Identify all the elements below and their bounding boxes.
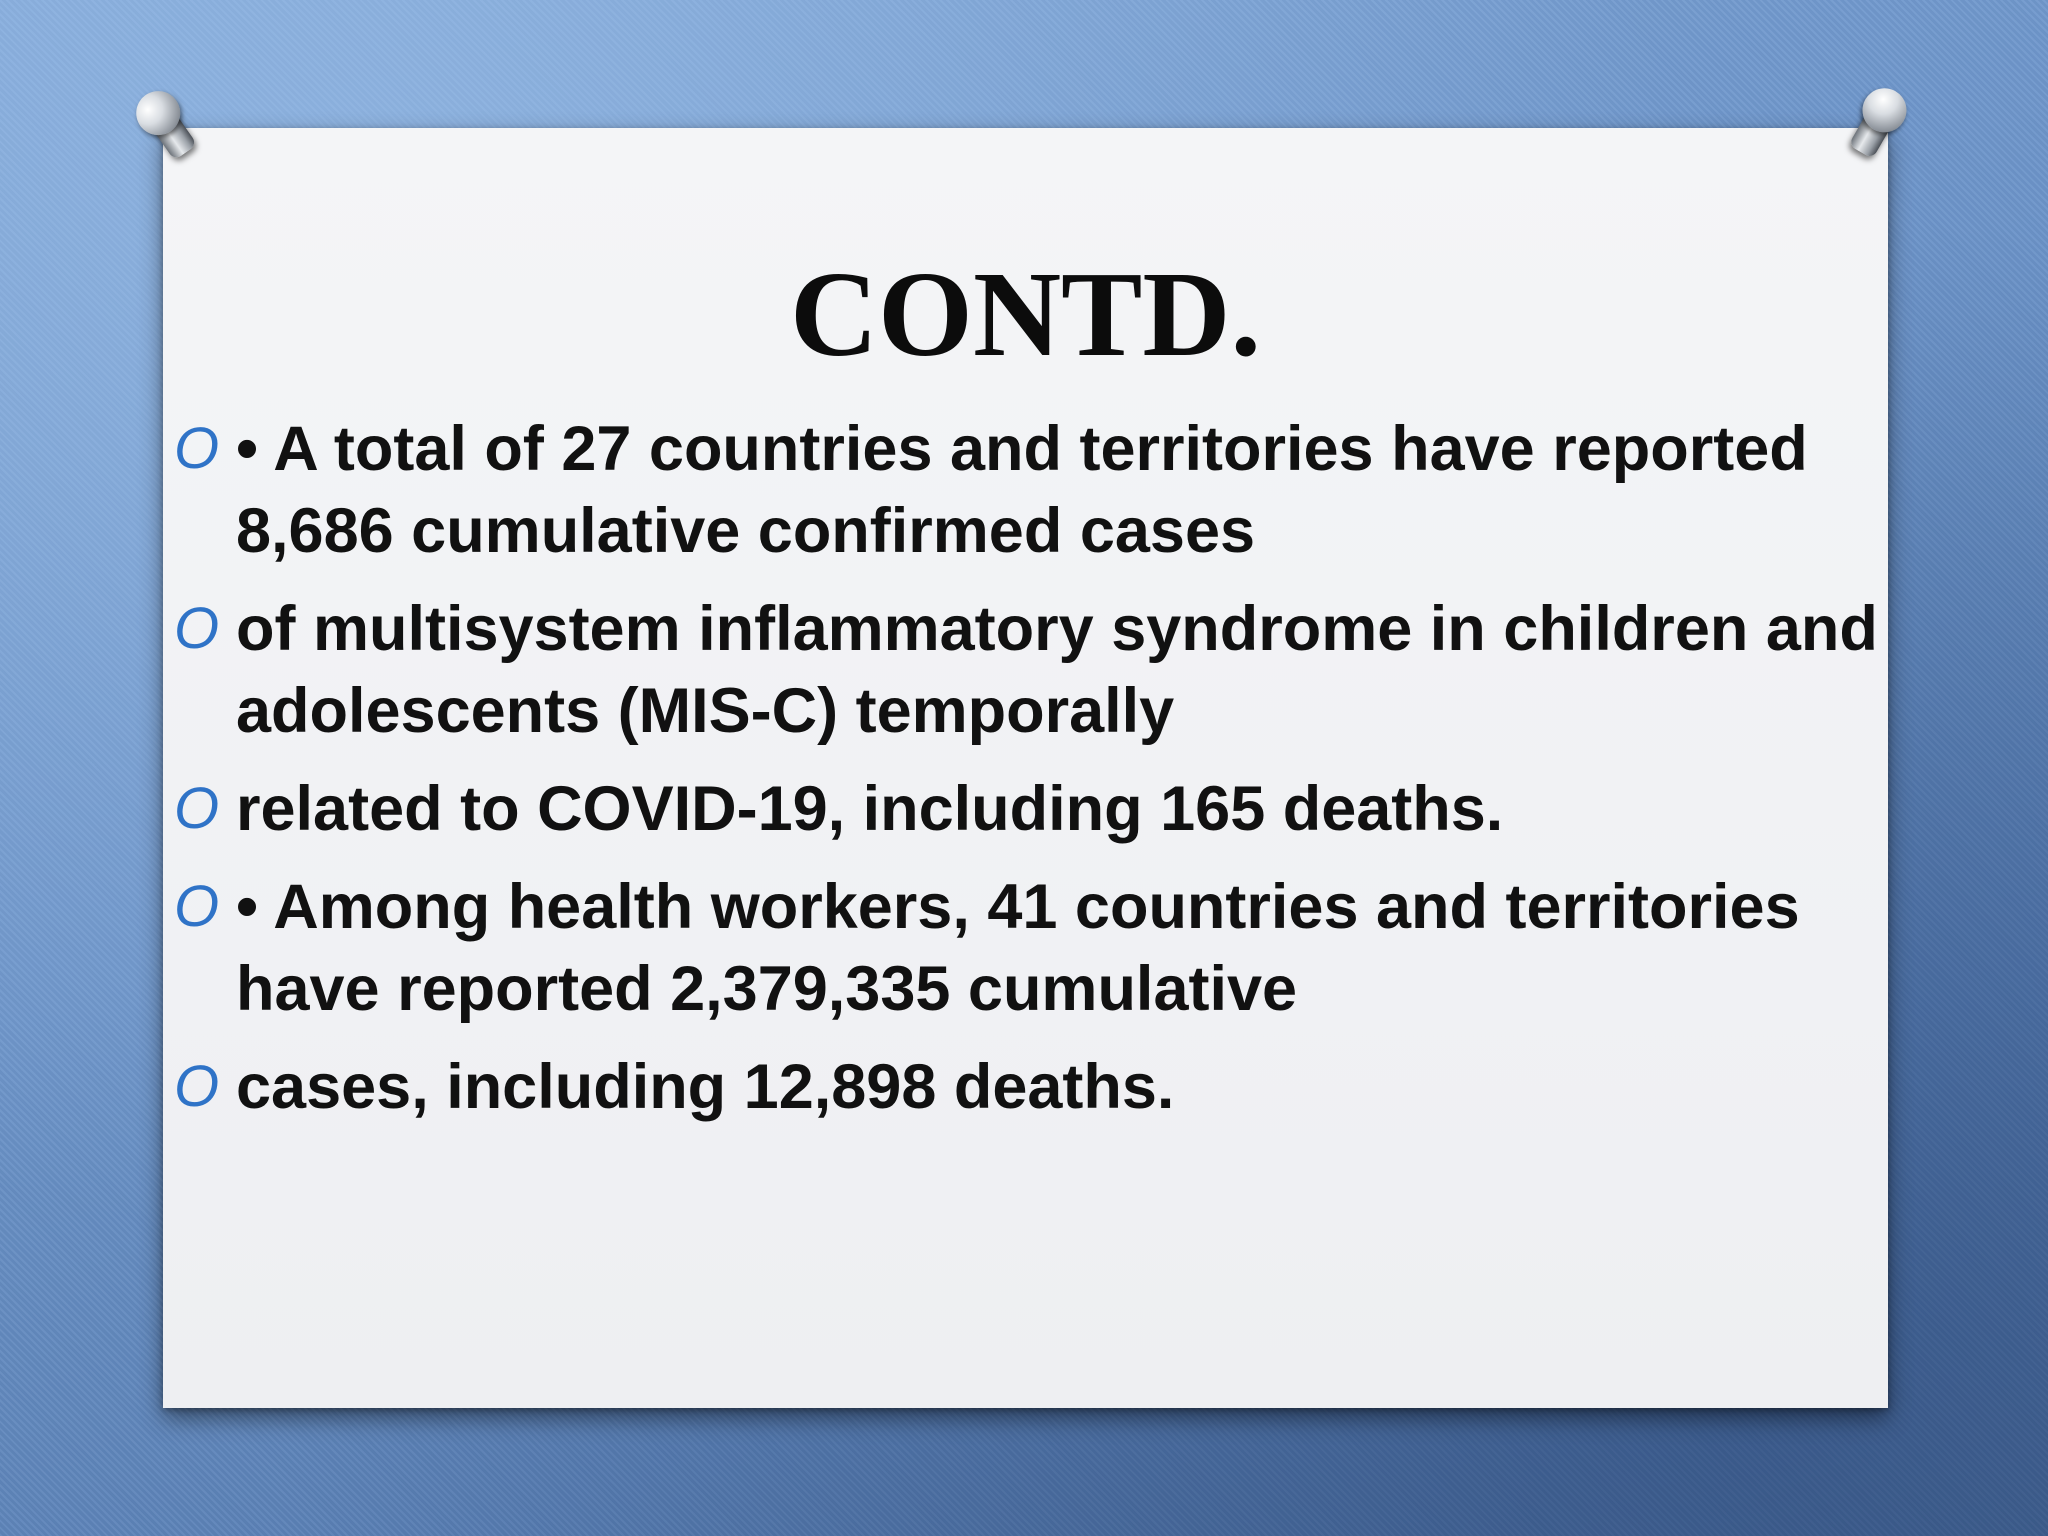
slide-title: CONTD. <box>789 247 1262 382</box>
bullet-marker-icon: O <box>174 1054 220 1119</box>
bullet-item <box>172 408 1882 572</box>
bullet-text: • Among health workers, 41 countries and territories have reported 2,379,335 cumulative <box>236 872 1800 1024</box>
bullet-item <box>172 768 1882 850</box>
bullet-item <box>172 866 1882 1030</box>
bullet-marker-icon: O <box>174 776 220 841</box>
bullet-marker-icon: O <box>174 596 220 661</box>
bullet-text: related to COVID-19, including 165 deaths. <box>236 774 1504 844</box>
bullet-marker-icon: O <box>174 874 220 939</box>
bullet-text: of multisystem inflammatory syndrome in children and adolescents (MIS-C) temporally <box>236 594 1878 746</box>
bullet-marker-icon: O <box>174 416 220 481</box>
bullet-item <box>172 1046 1882 1128</box>
bullet-list <box>172 408 1882 1144</box>
bullet-text: • A total of 27 countries and territories have reported 8,686 cumulative confirmed cases <box>236 414 1808 566</box>
bullet-item <box>172 588 1882 752</box>
bullet-text: cases, including 12,898 deaths. <box>236 1052 1175 1122</box>
